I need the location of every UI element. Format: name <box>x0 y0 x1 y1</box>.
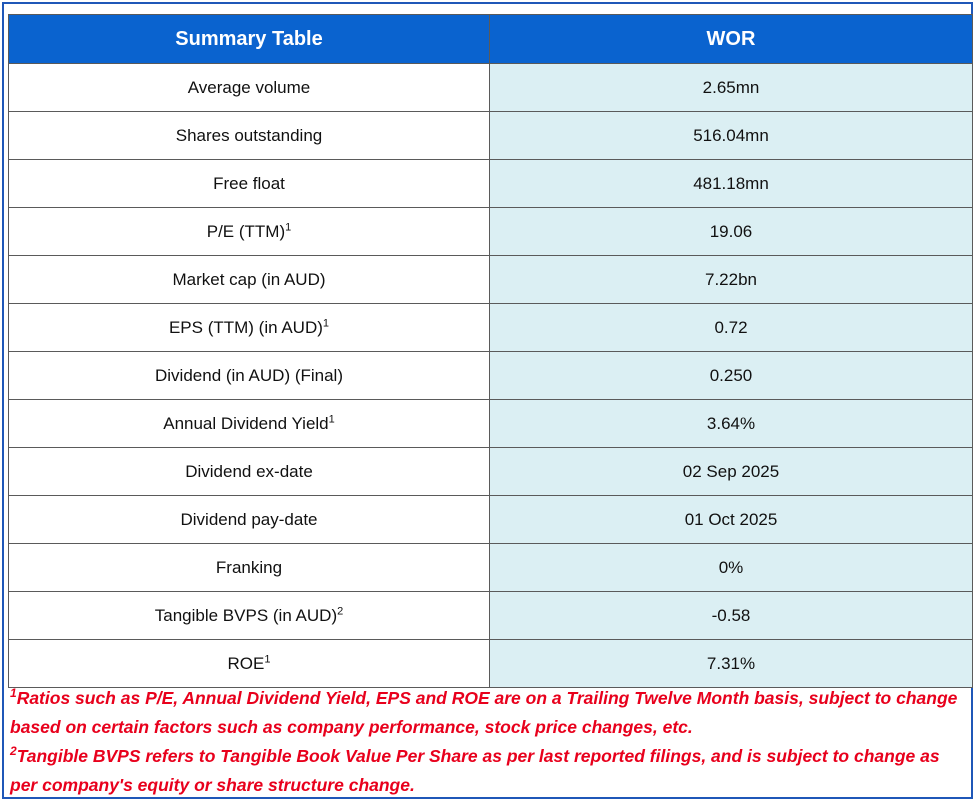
row-label <box>9 352 490 400</box>
table-row <box>9 112 973 160</box>
table-row <box>9 448 973 496</box>
footnote-marker: 2 <box>337 604 344 617</box>
row-label-text: Dividend pay-date <box>180 509 318 529</box>
table-row <box>9 352 973 400</box>
row-value: 2.65mn <box>490 64 973 112</box>
row-label-text: EPS (TTM) (in AUD) <box>168 317 323 337</box>
row-label <box>9 304 490 352</box>
table-row <box>9 256 973 304</box>
table-row <box>9 640 973 688</box>
table-row <box>9 400 973 448</box>
table-header-row <box>9 15 973 64</box>
row-label <box>9 544 490 592</box>
footnote-1 <box>10 684 965 742</box>
row-label-text: Franking <box>215 557 283 577</box>
footnote-2 <box>10 742 965 800</box>
row-label <box>9 64 490 112</box>
row-label-text: Tangible BVPS (in AUD) <box>154 605 338 625</box>
row-value: 0.72 <box>490 304 973 352</box>
row-label <box>9 640 490 688</box>
row-label <box>9 592 490 640</box>
row-value: 0.250 <box>490 352 973 400</box>
row-value: 7.31% <box>490 640 973 688</box>
table-row <box>9 208 973 256</box>
row-label-text: Average volume <box>187 77 311 97</box>
row-label-text: P/E (TTM) <box>206 221 286 241</box>
header-ticker: WOR <box>490 15 973 64</box>
row-value: 0% <box>490 544 973 592</box>
row-label-text: Market cap (in AUD) <box>172 269 326 289</box>
row-label <box>9 400 490 448</box>
summary-panel <box>2 2 973 799</box>
table-row <box>9 496 973 544</box>
row-value: 01 Oct 2025 <box>490 496 973 544</box>
row-label <box>9 496 490 544</box>
table-row <box>9 64 973 112</box>
footnotes <box>10 684 965 800</box>
footnote-2-marker: 2 <box>10 744 17 759</box>
footnote-2-text: Tangible BVPS refers to Tangible Book Value Per Share as per last reported filings, and is subject to change as per company's equity or share structure change. <box>10 746 940 795</box>
row-value: 516.04mn <box>490 112 973 160</box>
footnote-marker: 1 <box>328 412 335 425</box>
footnote-1-marker: 1 <box>10 686 17 701</box>
row-label-text: Annual Dividend Yield <box>163 413 329 433</box>
row-label-text: Dividend (in AUD) (Final) <box>155 365 343 385</box>
row-value: 481.18mn <box>490 160 973 208</box>
row-label <box>9 208 490 256</box>
row-value: 19.06 <box>490 208 973 256</box>
header-summary-table: Summary Table <box>9 15 490 64</box>
row-value: 3.64% <box>490 400 973 448</box>
row-label <box>9 448 490 496</box>
table-row <box>9 160 973 208</box>
row-label <box>9 256 490 304</box>
row-label-text: Dividend ex-date <box>185 461 313 481</box>
footnote-marker: 1 <box>322 316 330 329</box>
row-value: 7.22bn <box>490 256 973 304</box>
row-label <box>9 112 490 160</box>
row-label-text: ROE <box>227 653 265 673</box>
row-label-text: Free float <box>213 173 285 193</box>
table-row <box>9 304 973 352</box>
footnote-marker: 1 <box>264 652 271 665</box>
row-value: 02 Sep 2025 <box>490 448 973 496</box>
table-row <box>9 592 973 640</box>
footnote-1-text: Ratios such as P/E, Annual Dividend Yield, EPS and ROE are on a Trailing Twelve Month basis, subject to change based on certain factors such as company performance, stock price changes, etc. <box>10 688 958 737</box>
row-label <box>9 160 490 208</box>
summary-table <box>8 14 973 688</box>
row-label-text: Shares outstanding <box>175 125 323 145</box>
table-row <box>9 544 973 592</box>
footnote-marker: 1 <box>285 220 292 233</box>
row-value: -0.58 <box>490 592 973 640</box>
